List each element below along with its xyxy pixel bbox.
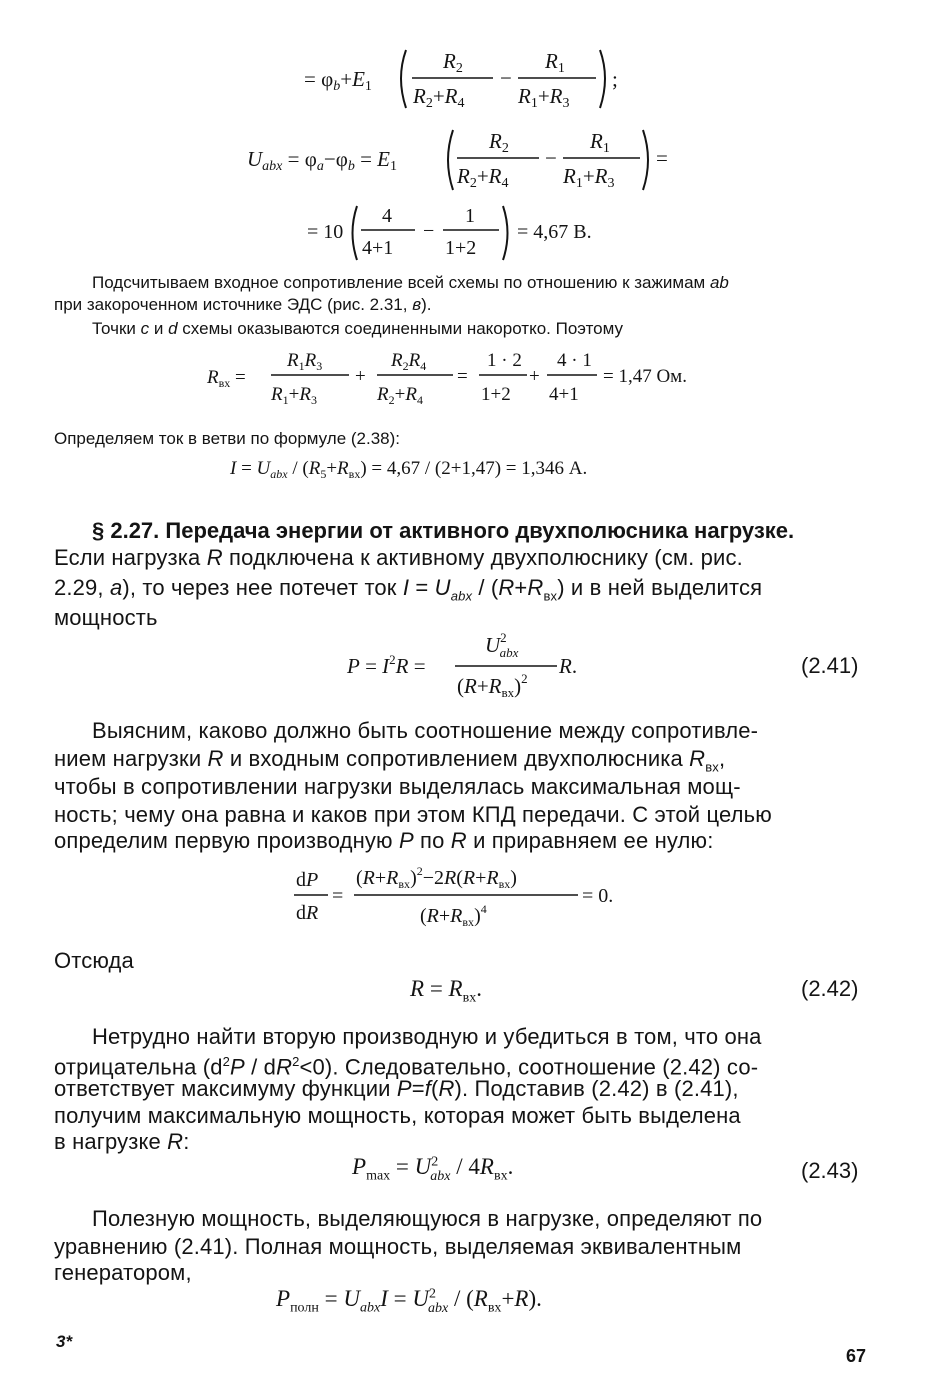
- svg-text:U2abx: $U^2$ abx: [485, 630, 519, 660]
- svg-text:R2+R4: $R_2+R_4$: [377, 384, 423, 407]
- svg-text:1+2: 1+2: [445, 237, 477, 259]
- equation-2-42: $R = R_{вх}$.: [410, 976, 482, 1006]
- svg-text:;: ;: [612, 67, 618, 91]
- section-heading: § 2.27. Передача энергии от активного двухполюсника нагрузке.: [92, 518, 795, 543]
- equation-current: [228, 452, 708, 484]
- svg-text:1+2: 1+2: [481, 384, 511, 405]
- input-resistance-line-1: Подсчитываем входное сопротивление всей схемы по отношению к зажимам ab: [92, 273, 729, 292]
- svg-text:R2+R4: R2+R4: [413, 84, 465, 111]
- svg-text:4: 4: [382, 205, 392, 227]
- svg-text:+: +: [355, 366, 366, 387]
- paragraph-3-line-4: получим максимальную мощность, которая может быть выделена: [54, 1103, 741, 1128]
- svg-text:Uabx = φa−φb = E1: Uabx = φa−φb = E1: [247, 147, 397, 174]
- svg-text:R1+R3: R1+R3: [563, 164, 615, 191]
- svg-text:1: 1: [465, 205, 475, 227]
- paragraph-3-line-3: ответствует максимуму функции P=f(R). Подставив (2.42) в (2.41),: [54, 1076, 739, 1101]
- svg-text:dP: dP: [296, 869, 319, 891]
- svg-text:= 0.: = 0.: [582, 885, 614, 907]
- equation-2-42-number: (2.42): [801, 976, 859, 1001]
- svg-text:dR: dR: [296, 902, 319, 924]
- equation-phi-c: [300, 40, 640, 116]
- equation-u-abx-value: [305, 198, 625, 268]
- svg-text:P = I2R =: $P = I^2R$ =: [347, 652, 426, 678]
- equation-u-abx: [245, 122, 675, 198]
- svg-text:R1+R3: $R_1+R_3$: [271, 384, 317, 407]
- svg-text:I = Uabx / (R5+Rвх) = 4,67 / (: $I = U_{abx} / (R_5+R_{вх}) = 4,67 / (2+1,47) = 1,346$ А.: [230, 458, 588, 481]
- equation-2-41: [345, 626, 605, 704]
- svg-text:R1+R3: R1+R3: [518, 84, 570, 111]
- page-number: 67: [846, 1346, 867, 1366]
- svg-text:4+1: 4+1: [549, 384, 579, 405]
- equation-r-in: [205, 344, 725, 410]
- svg-text:= 1,47 Ом.: = 1,47 Ом.: [603, 366, 687, 387]
- svg-text:4+1: 4+1: [362, 237, 394, 259]
- svg-text:1 · 2: 1 · 2: [487, 350, 522, 371]
- equation-2-43-number: (2.43): [801, 1158, 859, 1183]
- paragraph-4-line-1: Полезную мощность, выделяющуюся в нагрузке, определяют по: [92, 1206, 763, 1231]
- svg-text:(R+Rвх)4: $(R+R_{вх})^4$: [420, 902, 487, 929]
- svg-text:=: =: [332, 885, 344, 907]
- paragraph-1-line-2: 2.29, а), то через нее потечет ток $I = U_{abx} / (R+R_{вх})$ и в ней выделится: [54, 575, 763, 604]
- paragraph-4-line-3: генератором,: [54, 1260, 192, 1285]
- paragraph-2-line-3: чтобы в сопротивлении нагрузки выделялась максимальная мощ-: [54, 774, 741, 799]
- svg-text:4 · 1: 4 · 1: [557, 350, 592, 371]
- equation-2-41-number: (2.41): [801, 653, 859, 678]
- equation-derivative: [290, 856, 640, 936]
- svg-text:+: +: [529, 366, 540, 387]
- svg-text:−: −: [423, 220, 435, 242]
- paragraph-2-line-2: нием нагрузки R и входным сопротивлением двухполюсника $R_{вх}$,: [54, 746, 726, 775]
- paragraph-2-line-4: ность; чему она равна и каков при этом КПД передачи. С этой целью: [54, 802, 772, 827]
- input-resistance-line-2: при закороченном источнике ЭДС (рис. 2.31, в).: [54, 295, 432, 314]
- paragraph-3-line-5: в нагрузке R:: [54, 1129, 190, 1154]
- hence-word: Отсюда: [54, 948, 134, 973]
- signature-mark: 3*: [56, 1332, 73, 1351]
- paragraph-3-line-1: Нетрудно найти вторую производную и убедиться в том, что она: [92, 1024, 762, 1049]
- points-cd-line: Точки c и d схемы оказываются соединенными накоротко. Поэтому: [92, 319, 623, 338]
- paragraph-3-line-2: отрицательна $(d^2P / dR^2<0)$. Следовательно, соотношение (2.42) со-: [54, 1054, 759, 1080]
- svg-text:R1R3: $R_1R_3$: [287, 350, 323, 373]
- svg-text:(R+Rвх)2: $(R+Rвх)^2$: [457, 671, 528, 700]
- svg-text:= φb+E1: = φb+E1: [304, 67, 372, 94]
- svg-text:R2: R2: [443, 49, 463, 76]
- current-intro: Определяем ток в ветви по формуле (2.38):: [54, 429, 401, 448]
- svg-text:=: =: [457, 366, 468, 387]
- svg-text:R2R4: $R_2R_4$: [391, 350, 427, 373]
- svg-text:Rвх =: $R_{вх}$ =: [207, 367, 246, 390]
- svg-text:= 10: = 10: [307, 221, 344, 243]
- svg-text:=: =: [656, 146, 668, 170]
- paragraph-4-line-2: уравнению (2.41). Полная мощность, выделяемая эквивалентным: [54, 1234, 742, 1259]
- paragraph-1-line-1: Если нагрузка R подключена к активному двухполюснику (см. рис.: [54, 545, 743, 570]
- svg-text:(R+Rвх)2−2R(R+Rвх): $(R+R_{вх})^2-2R(R+R_{вх})$: [356, 864, 517, 891]
- paragraph-2-line-1: Выясним, каково должно быть соотношение между сопротивле-: [92, 718, 759, 743]
- paragraph-2-line-5: определим первую производную P по R и приравняем ее нулю:: [54, 828, 714, 853]
- equation-full-power: $P_{полн} = U_{abx}I = U^2_{abx} / (R_{вх}+R)$.: [276, 1286, 542, 1316]
- svg-text:R1: R1: [545, 49, 565, 76]
- svg-text:R.: R.: [559, 654, 578, 678]
- svg-text:= 4,67 В.: = 4,67 В.: [517, 221, 592, 243]
- svg-text:−: −: [545, 146, 557, 170]
- equation-2-43: $P_{max} = U^2_{abx} / 4R_{вх}$.: [352, 1154, 514, 1184]
- svg-text:R2+R4: R2+R4: [457, 164, 509, 191]
- svg-text:R2: R2: [489, 129, 509, 156]
- svg-text:R1: R1: [590, 129, 610, 156]
- paragraph-1-line-3: мощность: [54, 605, 158, 630]
- svg-text:−: −: [500, 66, 512, 90]
